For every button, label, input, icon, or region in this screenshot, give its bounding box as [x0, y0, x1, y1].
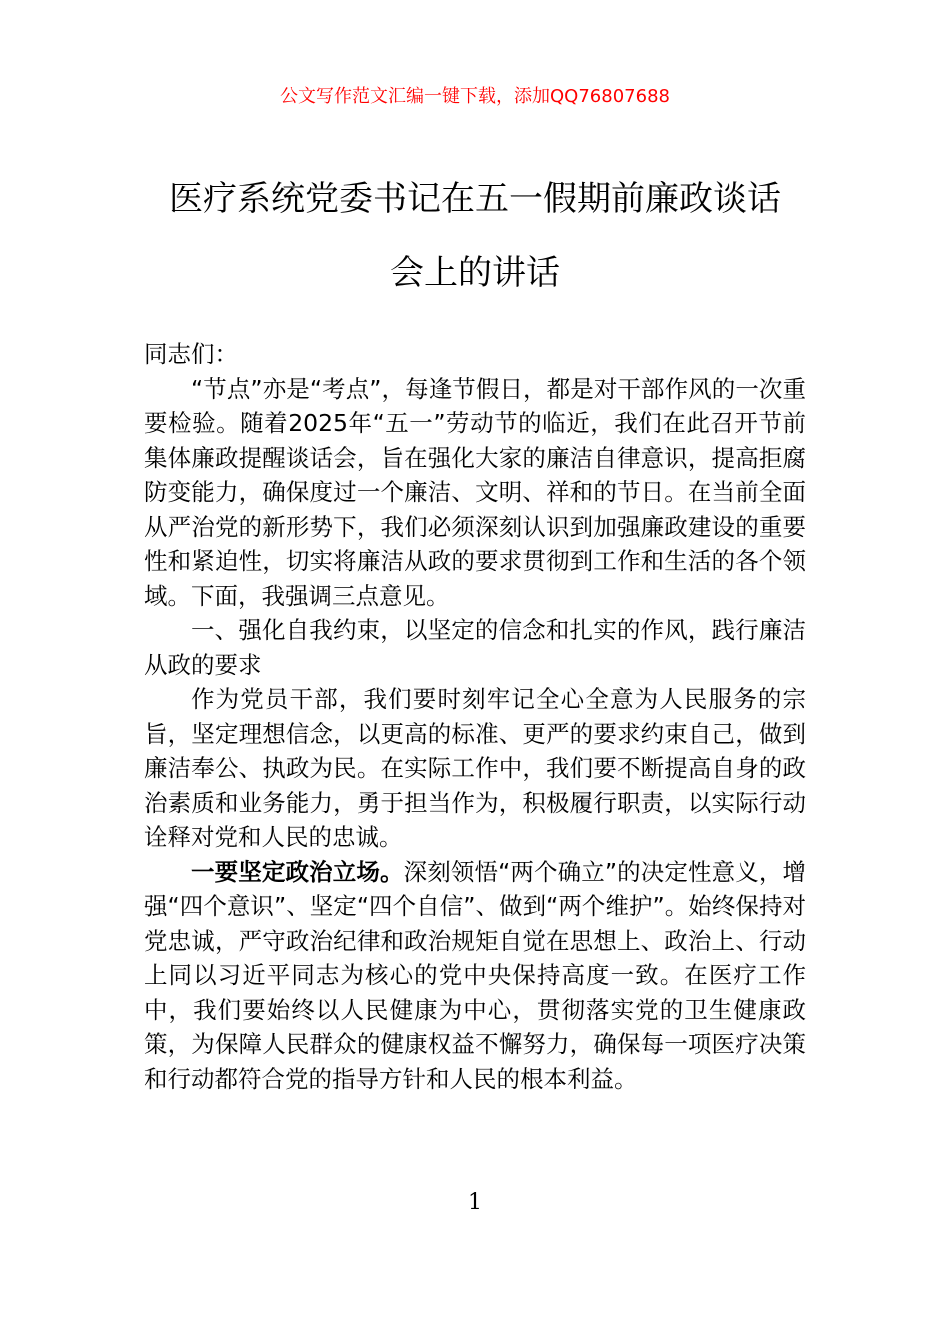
paragraph-political-stance: [144, 855, 806, 1097]
salutation: 同志们：: [144, 340, 238, 368]
document-title: [100, 162, 850, 310]
document-body: [144, 337, 806, 1096]
page-number: 1: [468, 1190, 482, 1215]
download-promo-link[interactable]: 公文写作范文汇编一键下载，添加QQ76807688: [280, 86, 670, 107]
paragraph-intro: “节点”亦是“考点”，每逢节假日，都是对干部作风的一次重要检验。随着2025年“五一”劳动节的临近，我们在此召开节前集体廉政提醒谈话会，旨在强化大家的廉洁自律意识，提高拒腐防变能力，确保度过一个廉洁、文明、祥和的节日。在当前全面从严治党的新形势下，我们必须深刻认识到加强廉政建设的重要性和紧迫性，切实将廉洁从政的要求贯彻到工作和生活的各个领域。下面，我强调三点意见。: [144, 374, 806, 610]
title-line-1: 医疗系统党委书记在五一假期前廉政谈话: [169, 179, 781, 219]
title-line-2: 会上的讲话: [390, 253, 560, 293]
paragraph-section-1: 作为党员干部，我们要时刻牢记全心全意为人民服务的宗旨，坚定理想信念，以更高的标准、更严的要求约束自己，做到廉洁奉公、执政为民。在实际工作中，我们要不断提高自身的政治素质和业务能力，勇于担当作为，积极履行职责，以实际行动诠释对党和人民的忠诚。: [144, 685, 806, 851]
paragraph-lead-bold: 一要坚定政治立场。: [191, 857, 404, 886]
section-heading-1: 一、强化自我约束，以坚定的信念和扎实的作风，践行廉洁从政的要求: [144, 616, 806, 679]
paragraph-body: 深刻领悟“两个确立”的决定性意义，增强“四个意识”、坚定“四个自信”、做到“两个维护”。始终保持对党忠诚，严守政治纪律和政治规矩自觉在思想上、政治上、行动上同以习近平同志为核心的党中央保持高度一致。在医疗工作中，我们要始终以人民健康为中心，贯彻落实党的卫生健康政策，为保障人民群众的健康权益不懈努力，确保每一项医疗决策和行动都符合党的指导方针和人民的根本利益。: [144, 857, 806, 1093]
